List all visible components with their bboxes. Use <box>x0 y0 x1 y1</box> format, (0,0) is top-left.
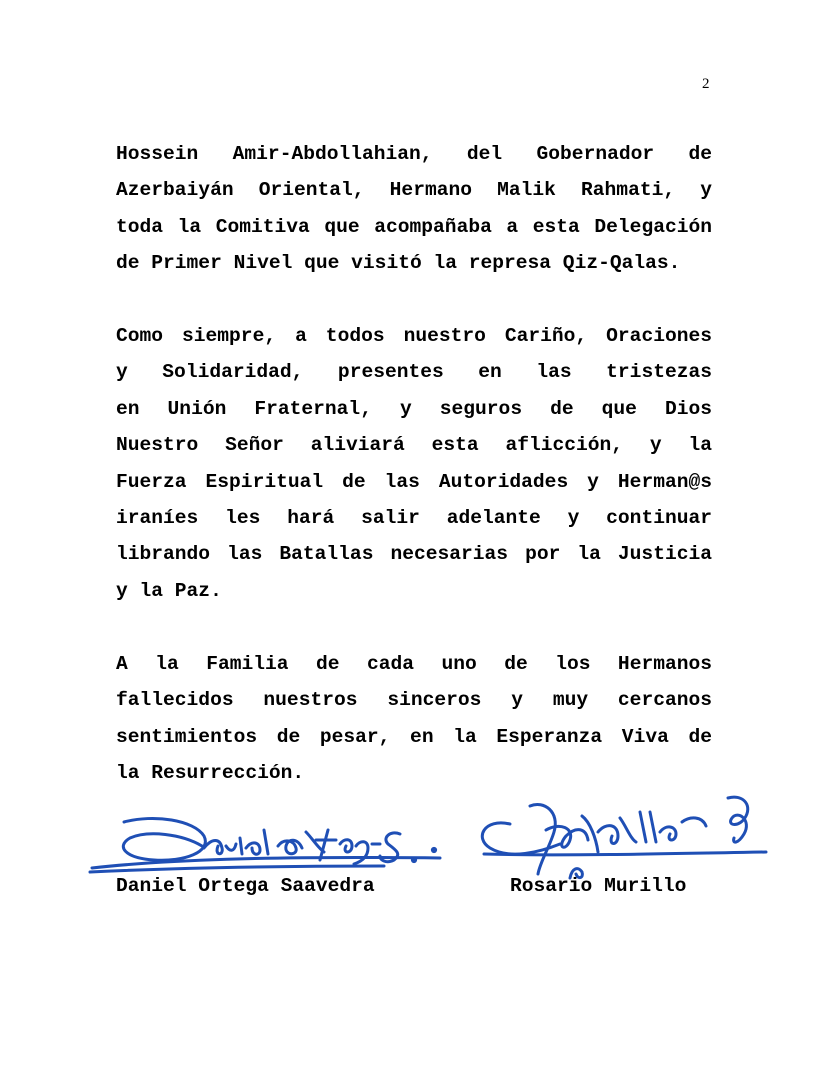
paragraph-line: A la Familia de cada uno de los Hermanos <box>116 653 712 675</box>
paragraph-line: fallecidos nuestros sinceros y muy cercanos <box>116 689 712 712</box>
paragraph-line: Como siempre, a todos nuestro Cariño, Oraciones <box>116 325 712 347</box>
signer-name-murillo: Rosario Murillo <box>510 875 687 897</box>
paragraph-line: la Resurrección. <box>116 762 305 785</box>
paragraph-line: sentimientos de pesar, en la Esperanza Viva de <box>116 725 712 748</box>
paragraph-line: y la Paz. <box>116 579 222 602</box>
paragraph-line: librando las Batallas necesarias por la Justicia <box>116 543 712 566</box>
paragraph-2 <box>116 318 712 609</box>
paragraph-line: Hossein Amir-Abdollahian, del Gobernador de <box>116 143 712 165</box>
page-number: 2 <box>702 76 710 92</box>
paragraph-line: Azerbaiyán Oriental, Hermano Malik Rahmati, y <box>116 179 712 202</box>
paragraph-line: de Primer Nivel que visitó la represa Qiz-Qalas. <box>116 252 681 275</box>
signature-ortega <box>84 808 444 882</box>
paragraph-line: Nuestro Señor aliviará esta aflicción, y la <box>116 434 712 457</box>
paragraph-line: iraníes les hará salir adelante y continuar <box>116 507 712 530</box>
paragraph-line: Fuerza Espiritual de las Autoridades y Herman@s <box>116 470 712 493</box>
paragraph-3 <box>116 646 712 792</box>
paragraph-line: y Solidaridad, presentes en las tristezas <box>116 361 712 384</box>
signer-name-ortega: Daniel Ortega Saavedra <box>116 875 375 897</box>
paragraph-1 <box>116 136 712 282</box>
paragraph-line: en Unión Fraternal, y seguros de que Dios <box>116 397 712 420</box>
paragraph-line: toda la Comitiva que acompañaba a esta Delegación <box>116 215 712 238</box>
